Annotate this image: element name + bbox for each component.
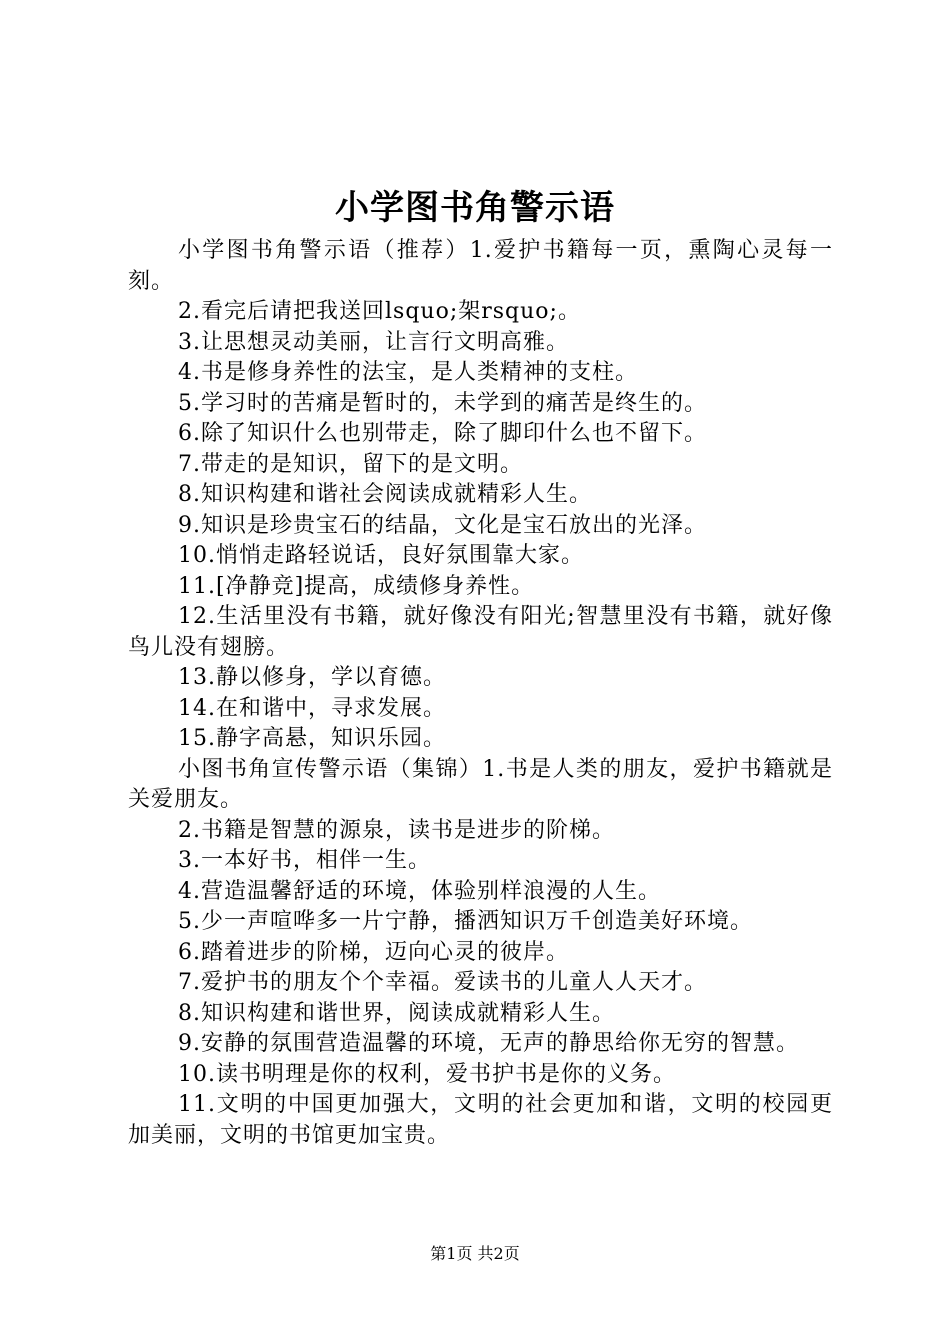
paragraph: 3.一本好书，相伴一生。 (178, 848, 431, 873)
page-footer: 第1页 共2页 (430, 1244, 520, 1263)
paragraph: 2.看完后请把我送回lsquo;架rsquo;。 (178, 299, 581, 324)
paragraph: 11.文明的中国更加强大，文明的社会更加和谐，文明的校园更加美丽，文明的书馆更加宝贵。 (128, 1092, 833, 1148)
paragraph: 9.知识是珍贵宝石的结晶，文化是宝石放出的光泽。 (178, 512, 707, 538)
paragraph: 4.书是修身养性的法宝，是人类精神的支柱。 (178, 360, 638, 385)
paragraph: 6.除了知识什么也别带走，除了脚印什么也不留下。 (178, 421, 707, 446)
paragraph: 3.让思想灵动美丽，让言行文明高雅。 (178, 329, 569, 355)
paragraph: 8.知识构建和谐世界，阅读成就精彩人生。 (178, 1000, 615, 1026)
paragraph: 15.静字高悬，知识乐园。 (178, 726, 446, 751)
paragraph: 12.生活里没有书籍，就好像没有阳光;智慧里没有书籍，就好像鸟儿没有翅膀。 (128, 604, 833, 660)
paragraph: 6.踏着进步的阶梯，迈向心灵的彼岸。 (178, 939, 569, 965)
paragraph: 9.安静的氛围营造温馨的环境，无声的静思给你无穷的智慧。 (178, 1031, 799, 1056)
paragraph: 14.在和谐中，寻求发展。 (178, 695, 446, 721)
paragraph: 7.爱护书的朋友个个幸福。爱读书的儿童人人天才。 (178, 970, 707, 995)
paragraph: 小图书角宣传警示语（集锦）1.书是人类的朋友，爱护书籍就是关爱朋友。 (128, 756, 833, 812)
document-title: 小学图书角警示语 (335, 188, 615, 228)
paragraph: 13.静以修身，学以育德。 (178, 665, 446, 690)
paragraph: 4.营造温馨舒适的环境，体验别样浪漫的人生。 (178, 878, 661, 904)
paragraph: 8.知识构建和谐社会阅读成就精彩人生。 (178, 482, 592, 507)
paragraph: 5.学习时的苦痛是暂时的，未学到的痛苦是终生的。 (178, 390, 707, 416)
paragraph: 2.书籍是智慧的源泉，读书是进步的阶梯。 (178, 817, 615, 843)
paragraph: 7.带走的是知识，留下的是文明。 (178, 451, 523, 477)
paragraph: 10.悄悄走路轻说话，良好氛围靠大家。 (178, 543, 584, 568)
paragraph: 5.少一声喧哗多一片宁静，播洒知识万千创造美好环境。 (178, 909, 753, 934)
paragraph: 11.[净静竞]提高，成绩修身养性。 (178, 573, 535, 599)
document-body (128, 236, 833, 1151)
paragraph: 小学图书角警示语（推荐）1.爱护书籍每一页，熏陶心灵每一刻。 (128, 238, 833, 294)
paragraph: 10.读书明理是你的权利，爱书护书是你的义务。 (178, 1061, 676, 1087)
